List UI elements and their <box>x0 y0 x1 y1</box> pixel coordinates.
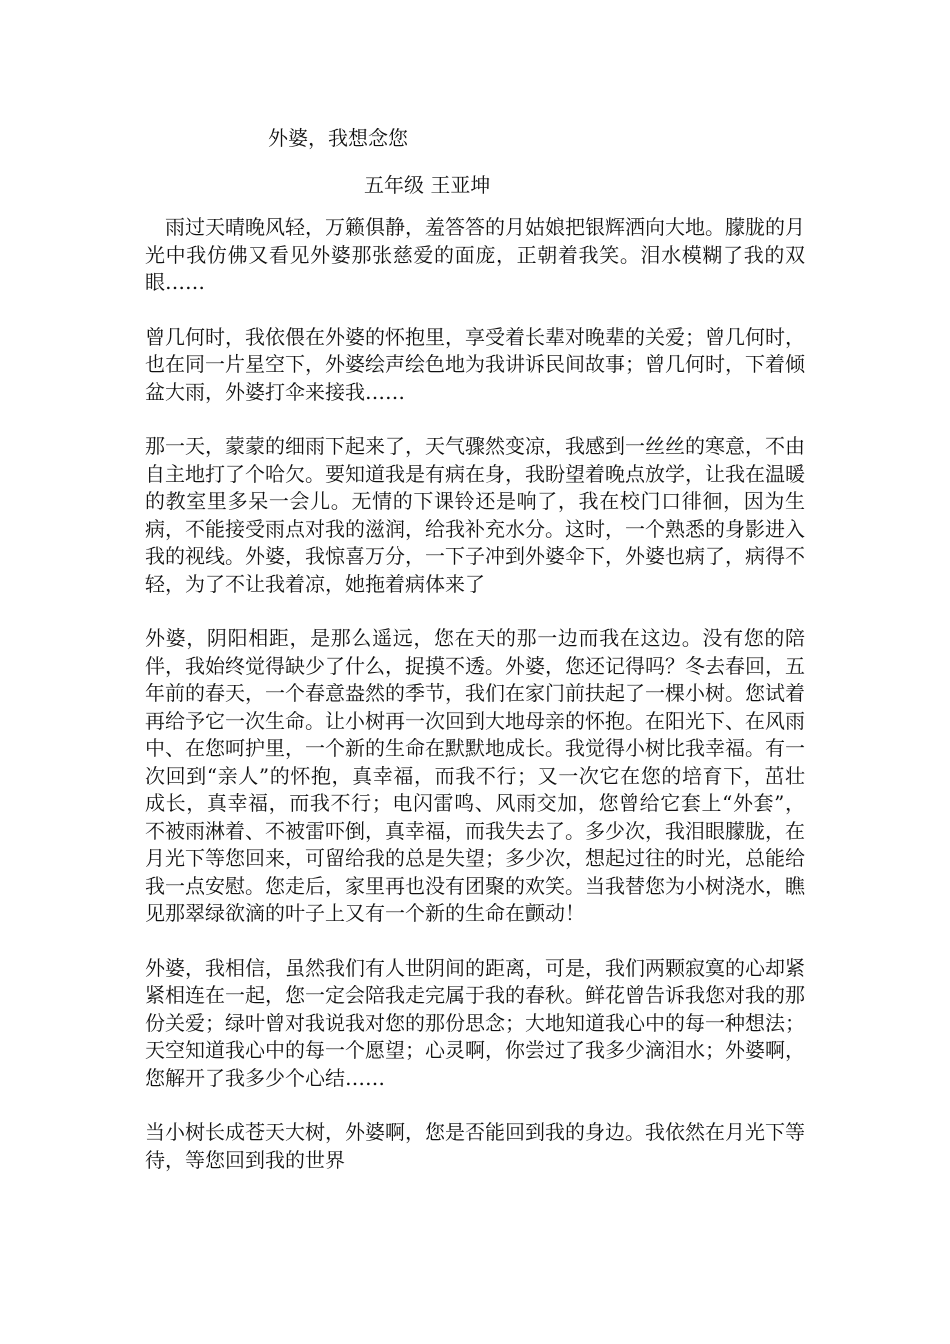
paragraph-3: 那一天，蒙蒙的细雨下起来了，天气骤然变凉，我感到一丝丝的寒意，不由自主地打了个哈欠。要知道我是有病在身，我盼望着晚点放学，让我在温暖的教室里多呆一会儿。无情的下课铃还是响了，我在校门口徘徊，因为生病，不能接受雨点对我的滋润，给我补充水分。这时，一个熟悉的身影进入我的视线。外婆，我惊喜万分，一下子冲到外婆伞下，外婆也病了，病得不轻，为了不让我着凉，她拖着病体来了 <box>145 434 805 596</box>
paragraph-2: 曾几何时，我依偎在外婆的怀抱里，享受着长辈对晚辈的关爱；曾几何时，也在同一片星空下，外婆绘声绘色地为我讲诉民间故事；曾几何时，下着倾盆大雨，外婆打伞来接我…… <box>145 324 805 404</box>
essay-body <box>145 214 805 1201</box>
essay-title: 外婆，我想念您 <box>268 126 408 150</box>
paragraph-5: 外婆，我相信，虽然我们有人世阴间的距离，可是，我们两颗寂寞的心却紧紧相连在一起，您一定会陪我走完属于我的春秋。鲜花曾告诉我您对我的那份关爱；绿叶曾对我说我对您的那份思念；大地知道我心中的每一种想法；天空知道我心中的每一个愿望；心灵啊，你尝过了我多少滴泪水；外婆啊，您解开了我多少个心结…… <box>145 955 805 1090</box>
paragraph-4: 外婆，阴阳相距，是那么遥远，您在天的那一边而我在这边。没有您的陪伴，我始终觉得缺少了什么，捉摸不透。外婆，您还记得吗？冬去春回，五年前的春天，一个春意盎然的季节，我们在家门前扶起了一棵小树。您试着再给予它一次生命。让小树再一次回到大地母亲的怀抱。在阳光下、在风雨中、在您呵护里，一个新的生命在默默地成长。我觉得小树比我幸福。有一次回到“亲人”的怀抱，真幸福，而我不行；又一次它在您的培育下，茁壮成长，真幸福，而我不行；电闪雷鸣、风雨交加，您曾给它套上“外套”，不被雨淋着、不被雷吓倒，真幸福，而我失去了。多少次，我泪眼朦胧，在月光下等您回来，可留给我的总是失望；多少次，想起过往的时光，总能给我一点安慰。您走后，家里再也没有团聚的欢笑。当我替您为小树浇水，瞧见那翠绿欲滴的叶子上又有一个新的生命在颤动！ <box>145 626 805 925</box>
paragraph-1: 雨过天晴晚风轻，万籁俱静，羞答答的月姑娘把银辉洒向大地。朦胧的月光中我仿佛又看见外婆那张慈爱的面庞，正朝着我笑。泪水模糊了我的双眼…… <box>145 215 805 294</box>
paragraph-6: 当小树长成苍天大树，外婆啊，您是否能回到我的身边。我依然在月光下等待，等您回到我的世界 <box>145 1120 805 1172</box>
author-byline: 五年级 王亚坤 <box>364 173 491 197</box>
